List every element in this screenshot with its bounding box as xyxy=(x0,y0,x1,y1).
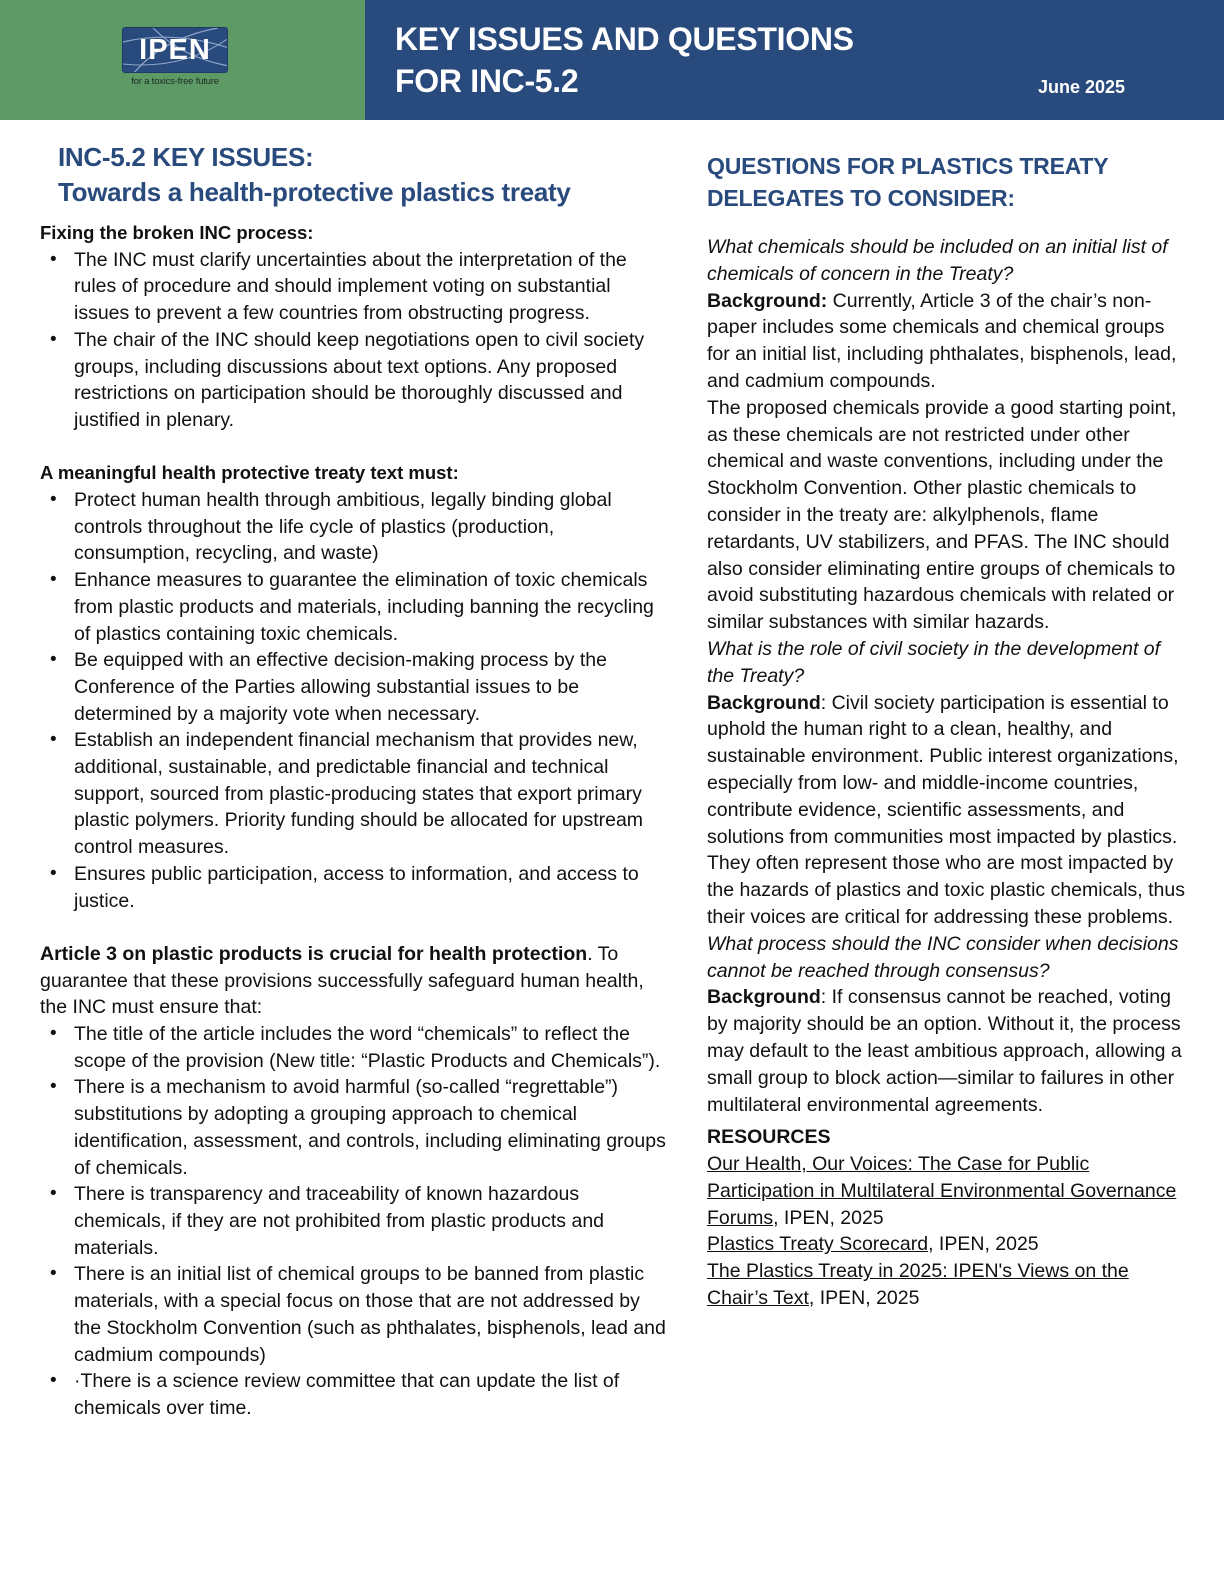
key-issues-heading xyxy=(58,140,670,210)
resources-heading: RESOURCES xyxy=(707,1126,831,1149)
logo-text: IPEN xyxy=(139,33,211,66)
background-body: Currently, Article 3 of the chair’s non-paper includes some chemicals and chemical groups for an initial list, including phthalates, bisphenols, lead, and cadmium compounds. xyxy=(707,289,1177,392)
document-date: June 2025 xyxy=(1037,77,1125,97)
background-text xyxy=(707,288,1187,395)
article-3-intro-bold: Article 3 on plastic products is crucial for health protection xyxy=(40,942,588,965)
list-item: • Establish an independent financial mechanism that provides new, additional, sustainable, and predictable financial and technical support, sourced from plastic-producing states that export primary plastic polymers. Priority funding should be allocated for upstream control measures. xyxy=(40,727,670,861)
questions-heading xyxy=(707,150,1187,214)
list-item: • ·There is a science review committee that can update the list of chemicals over time. xyxy=(40,1368,670,1421)
resource-link[interactable]: The Plastics Treaty in 2025: IPEN's Views on the Chair’s Text xyxy=(707,1260,1129,1310)
list-item: • There is an initial list of chemical groups to be banned from plastic materials, with a special focus on those that are not addressed by the Stockholm Convention (such as phthalates, bisphenols, lead and cadmium compounds) xyxy=(40,1261,670,1368)
bullet-list xyxy=(40,1021,670,1422)
resource-suffix: , IPEN, 2025 xyxy=(773,1206,884,1229)
background-text xyxy=(707,690,1187,931)
title-line-1: KEY ISSUES AND QUESTIONS xyxy=(395,21,854,57)
background-label: Background: xyxy=(707,289,828,312)
document-title xyxy=(395,18,854,102)
bullet-list xyxy=(40,247,670,434)
background-text xyxy=(707,984,1187,1118)
questions-column xyxy=(707,150,1187,1312)
list-item: • The INC must clarify uncertainties about the interpretation of the rules of procedure and should implement voting on substantial issues to prevent a few countries from obstructing progress. xyxy=(40,247,670,327)
section-label: Fixing the broken INC process: xyxy=(40,222,314,243)
question-text: What chemicals should be included on an initial list of chemicals of concern in the Treaty? xyxy=(707,236,1168,285)
list-item: • There is transparency and traceability of known hazardous chemicals, if they are not prohibited from plastic products and materials. xyxy=(40,1181,670,1261)
resource-suffix: , IPEN, 2025 xyxy=(808,1287,920,1310)
question-text: What is the role of civil society in the development of the Treaty? xyxy=(707,637,1161,687)
key-issues-column xyxy=(40,140,670,1422)
list-item: • Protect human health through ambitious, legally binding global controls throughout the life cycle of plastics (production, consumption, recycling, and waste) xyxy=(40,487,670,567)
bullet-list xyxy=(40,487,670,914)
background-body: : If consensus cannot be reached, voting by majority should be an option. Without it, the process may default to the least ambitious approach, allowing a small group to block action—similar to failures in other multilateral environmental agreements. xyxy=(707,986,1182,1116)
list-item: • The title of the article includes the word “chemicals” to reflect the scope of the provision (New title: “Plastic Products and Chemicals”). xyxy=(40,1021,670,1074)
list-item: • Be equipped with an effective decision-making process by the Conference of the Parties allowing substantial issues to be determined by a majority vote when necessary. xyxy=(40,647,670,727)
resource-link[interactable]: Plastics Treaty Scorecard xyxy=(707,1233,929,1256)
list-item: • The chair of the INC should keep negotiations open to civil society groups, including discussions about text options. Any proposed restrictions on participation should be thoroughly discussed and justified in plenary. xyxy=(40,327,670,434)
page-header xyxy=(0,0,1224,120)
resource-item xyxy=(707,1231,1187,1258)
questions-heading-line-1: QUESTIONS FOR PLASTICS TREATY xyxy=(707,153,1109,179)
background-label: Background xyxy=(707,691,821,714)
article-3-intro-text: . To guarantee that these provisions successfully safeguard human health, the INC must ensure that: xyxy=(40,942,644,1019)
logo-panel xyxy=(0,0,365,120)
questions-heading-line-2: DELEGATES TO CONSIDER: xyxy=(707,185,1015,211)
logo-tagline: for a toxics-free future xyxy=(131,76,219,87)
question-text: What process should the INC consider when decisions cannot be reached through consensus? xyxy=(707,932,1179,982)
background-body: : Civil society participation is essential to uphold the human right to a clean, healthy, and sustainable environment. Public interest organizations, especially from low- and middle-income countries, contribute evidence, scientific assessments, and solutions from communities most impacted by plastics. They often represent those who are most impacted by the hazards of plastics and toxic plastic chemicals, thus their voices are critical for addressing these problems. xyxy=(707,691,1185,928)
section-label: A meaningful health protective treaty text must: xyxy=(40,462,459,484)
list-item: • Enhance measures to guarantee the elimination of toxic chemicals from plastic products and materials, including banning the recycling of plastics containing toxic chemicals. xyxy=(40,567,670,647)
resource-item xyxy=(707,1258,1187,1312)
resource-item xyxy=(707,1151,1187,1231)
list-item: • Ensures public participation, access to information, and access to justice. xyxy=(40,861,670,914)
background-label: Background xyxy=(707,986,821,1009)
resource-suffix: , IPEN, 2025 xyxy=(928,1233,1039,1256)
resource-link[interactable]: Our Health, Our Voices: The Case for Public Participation in Multilateral Environmental Governance Forums xyxy=(707,1153,1177,1229)
key-issues-heading-line-1: INC-5.2 KEY ISSUES: xyxy=(58,142,314,172)
article-3-intro xyxy=(40,941,670,1021)
list-item: • There is a mechanism to avoid harmful (so-called “regrettable”) substitutions by adopting a grouping approach to chemical identification, assessment, and controls, including eliminating groups of chemicals. xyxy=(40,1074,670,1181)
title-line-2: FOR INC-5.2 xyxy=(395,63,579,99)
key-issues-heading-line-2: Towards a health-protective plastics treaty xyxy=(58,177,571,207)
ipen-logo xyxy=(122,27,228,73)
background-extra: The proposed chemicals provide a good starting point, as these chemicals are not restricted under other chemical and waste conventions, including under the Stockholm Convention. Other plastic chemicals to consider in the treaty are: alkylphenols, flame retardants, UV stabilizers, and PFAS. The INC should also consider eliminating entire groups of chemicals to avoid substituting hazardous chemicals with related or similar substances with similar hazards. xyxy=(707,396,1177,634)
title-panel xyxy=(365,0,1224,120)
